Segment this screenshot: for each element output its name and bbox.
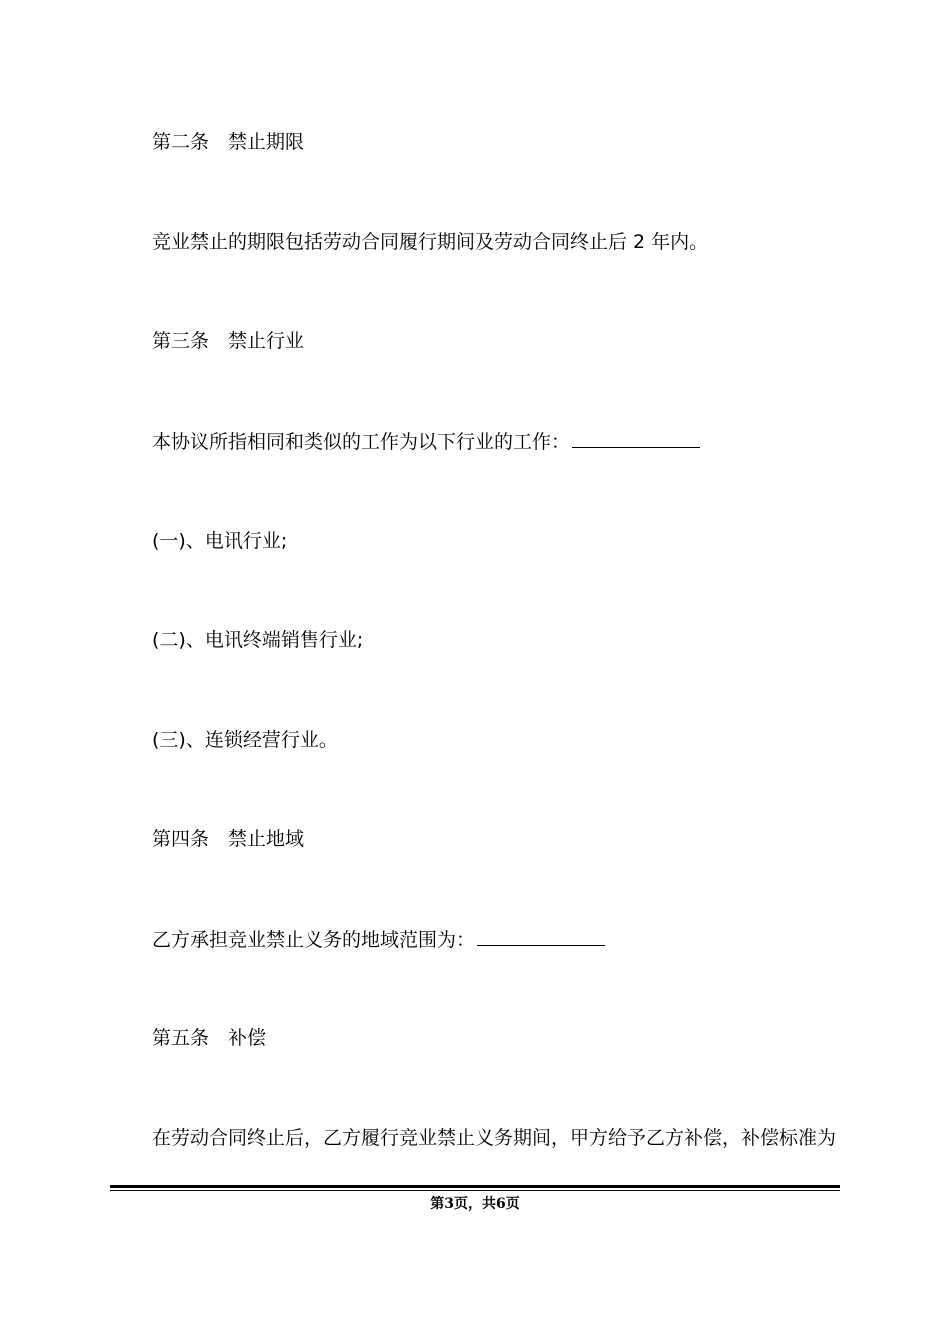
footer-divider-thick [110, 1185, 840, 1188]
footer-divider-thin [110, 1190, 840, 1191]
page-number: 第3页，共6页 [430, 1196, 520, 1212]
industry-item-1: (一)、电讯行业; [152, 530, 288, 552]
article-4-body-line [152, 927, 605, 952]
article-2-heading: 第二条 禁止期限 [152, 131, 305, 153]
article-4-heading: 第四条 禁止地域 [152, 828, 305, 850]
article-2-body: 竞业禁止的期限包括劳动合同履行期间及劳动合同终止后 2 年内。 [152, 231, 709, 253]
article-3-heading: 第三条 禁止行业 [152, 330, 305, 352]
industry-item-2: (二)、电讯终端销售行业; [152, 629, 364, 651]
article-5-heading: 第五条 补偿 [152, 1027, 267, 1049]
industry-item-3: (三)、连锁经营行业。 [152, 729, 338, 751]
article-3-body: 本协议所指相同和类似的工作为以下行业的工作： [152, 431, 571, 453]
article-3-body-line [152, 429, 700, 454]
article-4-body: 乙方承担竞业禁止义务的地域范围为： [152, 929, 476, 951]
industry-blank-field [572, 429, 700, 448]
region-blank-field [477, 927, 605, 946]
article-5-body: 在劳动合同终止后，乙方履行竞业禁止义务期间，甲方给予乙方补偿，补偿标准为 [152, 1127, 837, 1149]
